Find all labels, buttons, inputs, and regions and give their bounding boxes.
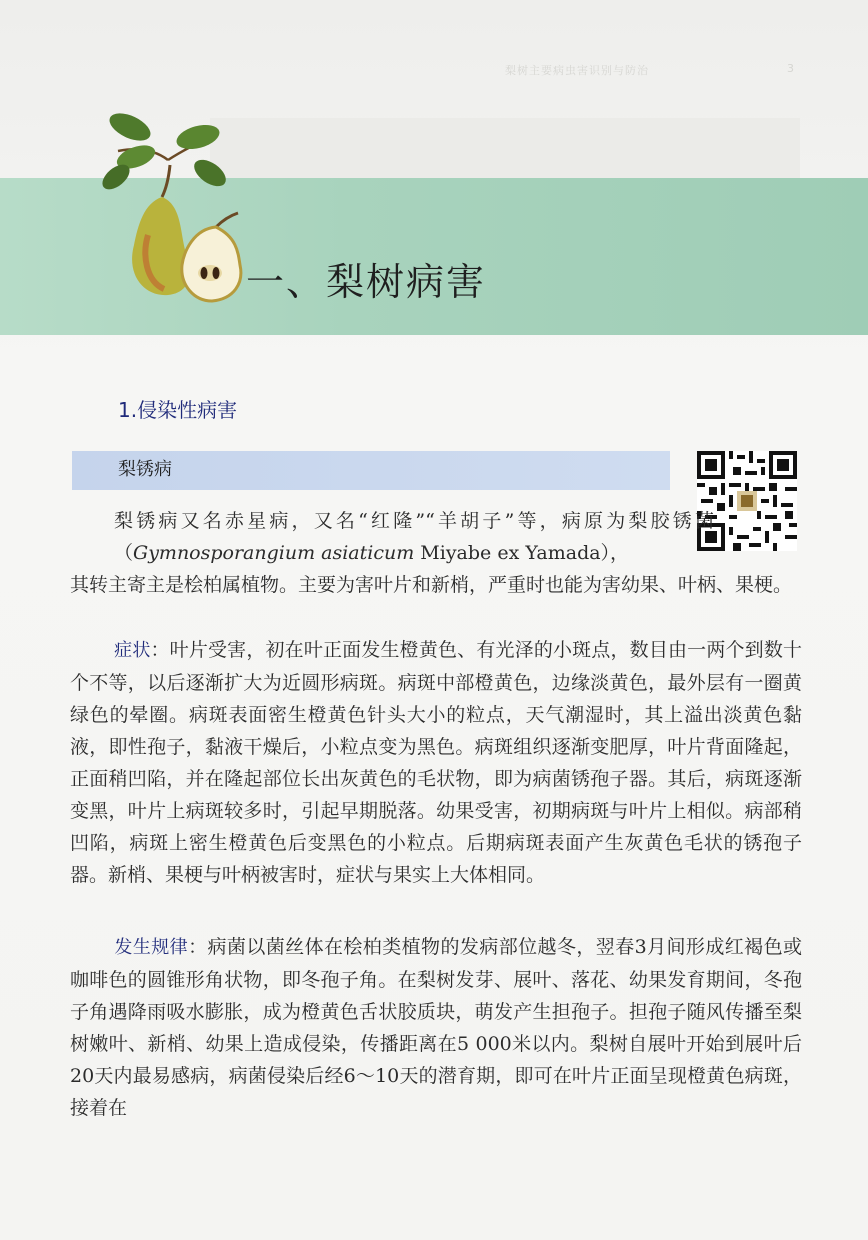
symptoms-text: ：叶片受害，初在叶正面发生橙黄色、有光泽的小斑点，数目由一两个到数十个不等，以后逐渐扩大为近圆形病斑。病斑中部橙黄色，边缘淡黄色，最外层有一圈黄绿色的晕圈。病斑表面密生橙黄色针头大小的粒点，天气潮湿时，其上溢出淡黄色黏液，即性孢子，黏液干燥后，小粒点变为黑色。病斑组织逐渐变肥厚，叶片背面隆起，正面稍凹陷，并在隆起部位长出灰黄色的毛状物，即为病菌锈孢子器。其后，病斑逐渐变黑，叶片上病斑较多时，引起早期脱落。幼果受害，初期病斑与叶片上相似。病部稍凹陷，病斑上密生橙黄色后变黑色的小粒点。后期病斑表面产生灰黄色毛状的锈孢子器。新梢、果梗与叶柄被害时，症状与果实上大体相同。 bbox=[70, 639, 802, 886]
occurrence-text: ：病菌以菌丝体在桧柏类植物的发病部位越冬，翌春3月间形成红褐色或咖啡色的圆锥形角状物，即冬孢子角。在梨树发芽、展叶、落花、幼果发育期间，冬孢子角遇降雨吸水膨胀，成为橙黄色舌状胶质块，萌发产生担孢子。担孢子随风传播至梨树嫩叶、新梢、幼果上造成侵染，传播距离在5 000米以内。梨树自展叶开始到展叶后20天内最易感病，病菌侵染后经6～10天的潜育期，即可在叶片正面呈现橙黄色病斑，接着在 bbox=[70, 936, 803, 1119]
symptoms-keyword: 症状 bbox=[114, 640, 151, 661]
intro-text-b: Miyabe ex Yamada）， bbox=[414, 542, 630, 564]
topic-label: 梨锈病 bbox=[118, 459, 172, 480]
pear-illustration bbox=[98, 105, 248, 305]
intro-line-2: 其转主寄主是桧柏属植物。主要为害叶片和新梢，严重时也能为害幼果、叶柄、果梗。 bbox=[70, 574, 793, 596]
occurrence-keyword: 发生规律 bbox=[114, 937, 189, 958]
symptoms-paragraph bbox=[70, 634, 802, 891]
running-head-text: 梨树主要病虫害识别与防治 bbox=[505, 64, 649, 77]
faded-header-band bbox=[210, 118, 800, 180]
intro-text-a: 梨锈病又名赤星病，又名“红隆”“羊胡子”等，病原为梨胶锈菌（ bbox=[114, 510, 714, 564]
latin-name: Gymnosporangium asiaticum bbox=[133, 542, 415, 564]
intro-paragraph bbox=[70, 505, 800, 601]
page-number: 3 bbox=[787, 62, 795, 75]
section-heading: 1.侵染性病害 bbox=[118, 398, 238, 422]
chapter-title: 一、梨树病害 bbox=[246, 260, 487, 304]
occurrence-paragraph bbox=[70, 931, 802, 1124]
running-head bbox=[505, 62, 795, 76]
intro-line-1 bbox=[70, 505, 714, 569]
